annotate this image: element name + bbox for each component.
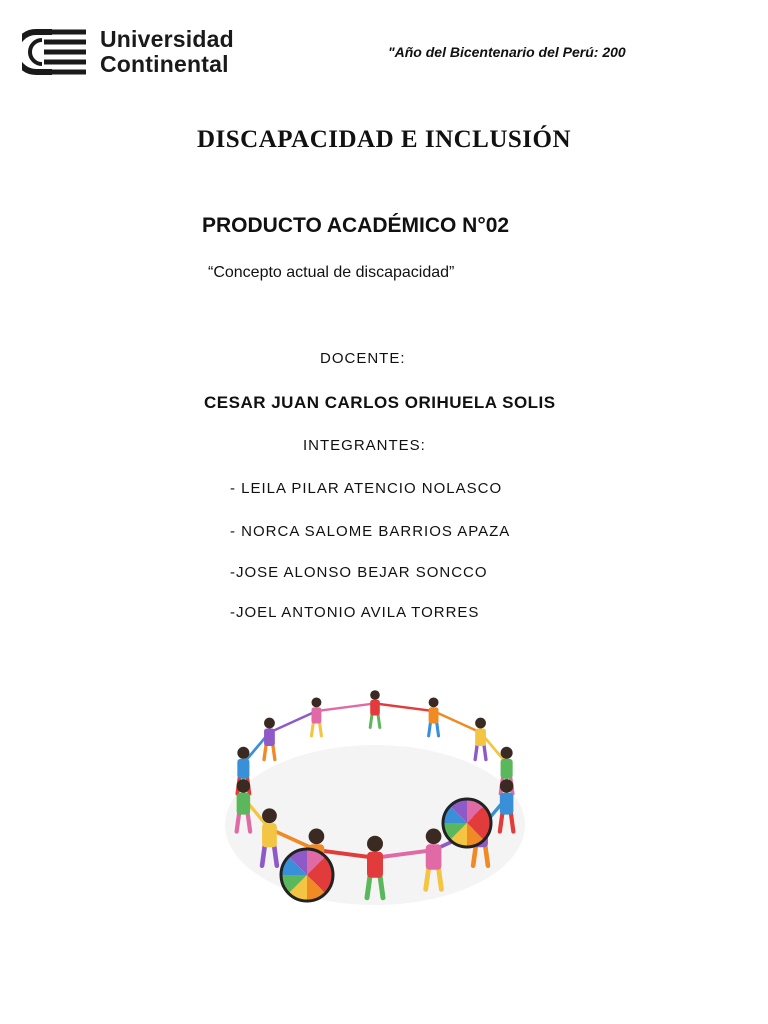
teacher-label: DOCENTE:	[320, 350, 406, 367]
person-figure	[370, 690, 380, 727]
person-figure	[475, 718, 486, 760]
year-motto: "Año del Bicentenario del Perú: 200	[388, 44, 626, 60]
logo-text-line1: Universidad	[100, 26, 234, 52]
inclusion-circle-illustration	[215, 675, 535, 915]
product-subtitle: “Concepto actual de discapacidad”	[208, 264, 455, 281]
wheelchair-icon	[281, 849, 333, 901]
person-figure	[311, 697, 321, 735]
person-figure	[429, 697, 439, 735]
teacher-name: CESAR JUAN CARLOS ORIHUELA SOLIS	[204, 393, 556, 412]
member-item: - LEILA PILAR ATENCIO NOLASCO	[230, 480, 503, 497]
logo-text-line2: Continental	[100, 51, 229, 77]
members-label: INTEGRANTES:	[303, 437, 426, 454]
document-title: DISCAPACIDAD E INCLUSIÓN	[196, 126, 572, 153]
university-logo	[22, 26, 262, 78]
member-item: - NORCA SALOME BARRIOS APAZA	[230, 523, 511, 540]
product-title: PRODUCTO ACADÉMICO N°02	[202, 214, 510, 237]
people-circle-icon	[215, 675, 535, 915]
wheelchair-icon	[443, 799, 491, 847]
member-item: -JOSE ALONSO BEJAR SONCCO	[230, 564, 488, 581]
logo-mark-icon	[22, 28, 88, 76]
person-figure	[264, 718, 275, 760]
member-item: -JOEL ANTONIO AVILA TORRES	[230, 604, 480, 621]
